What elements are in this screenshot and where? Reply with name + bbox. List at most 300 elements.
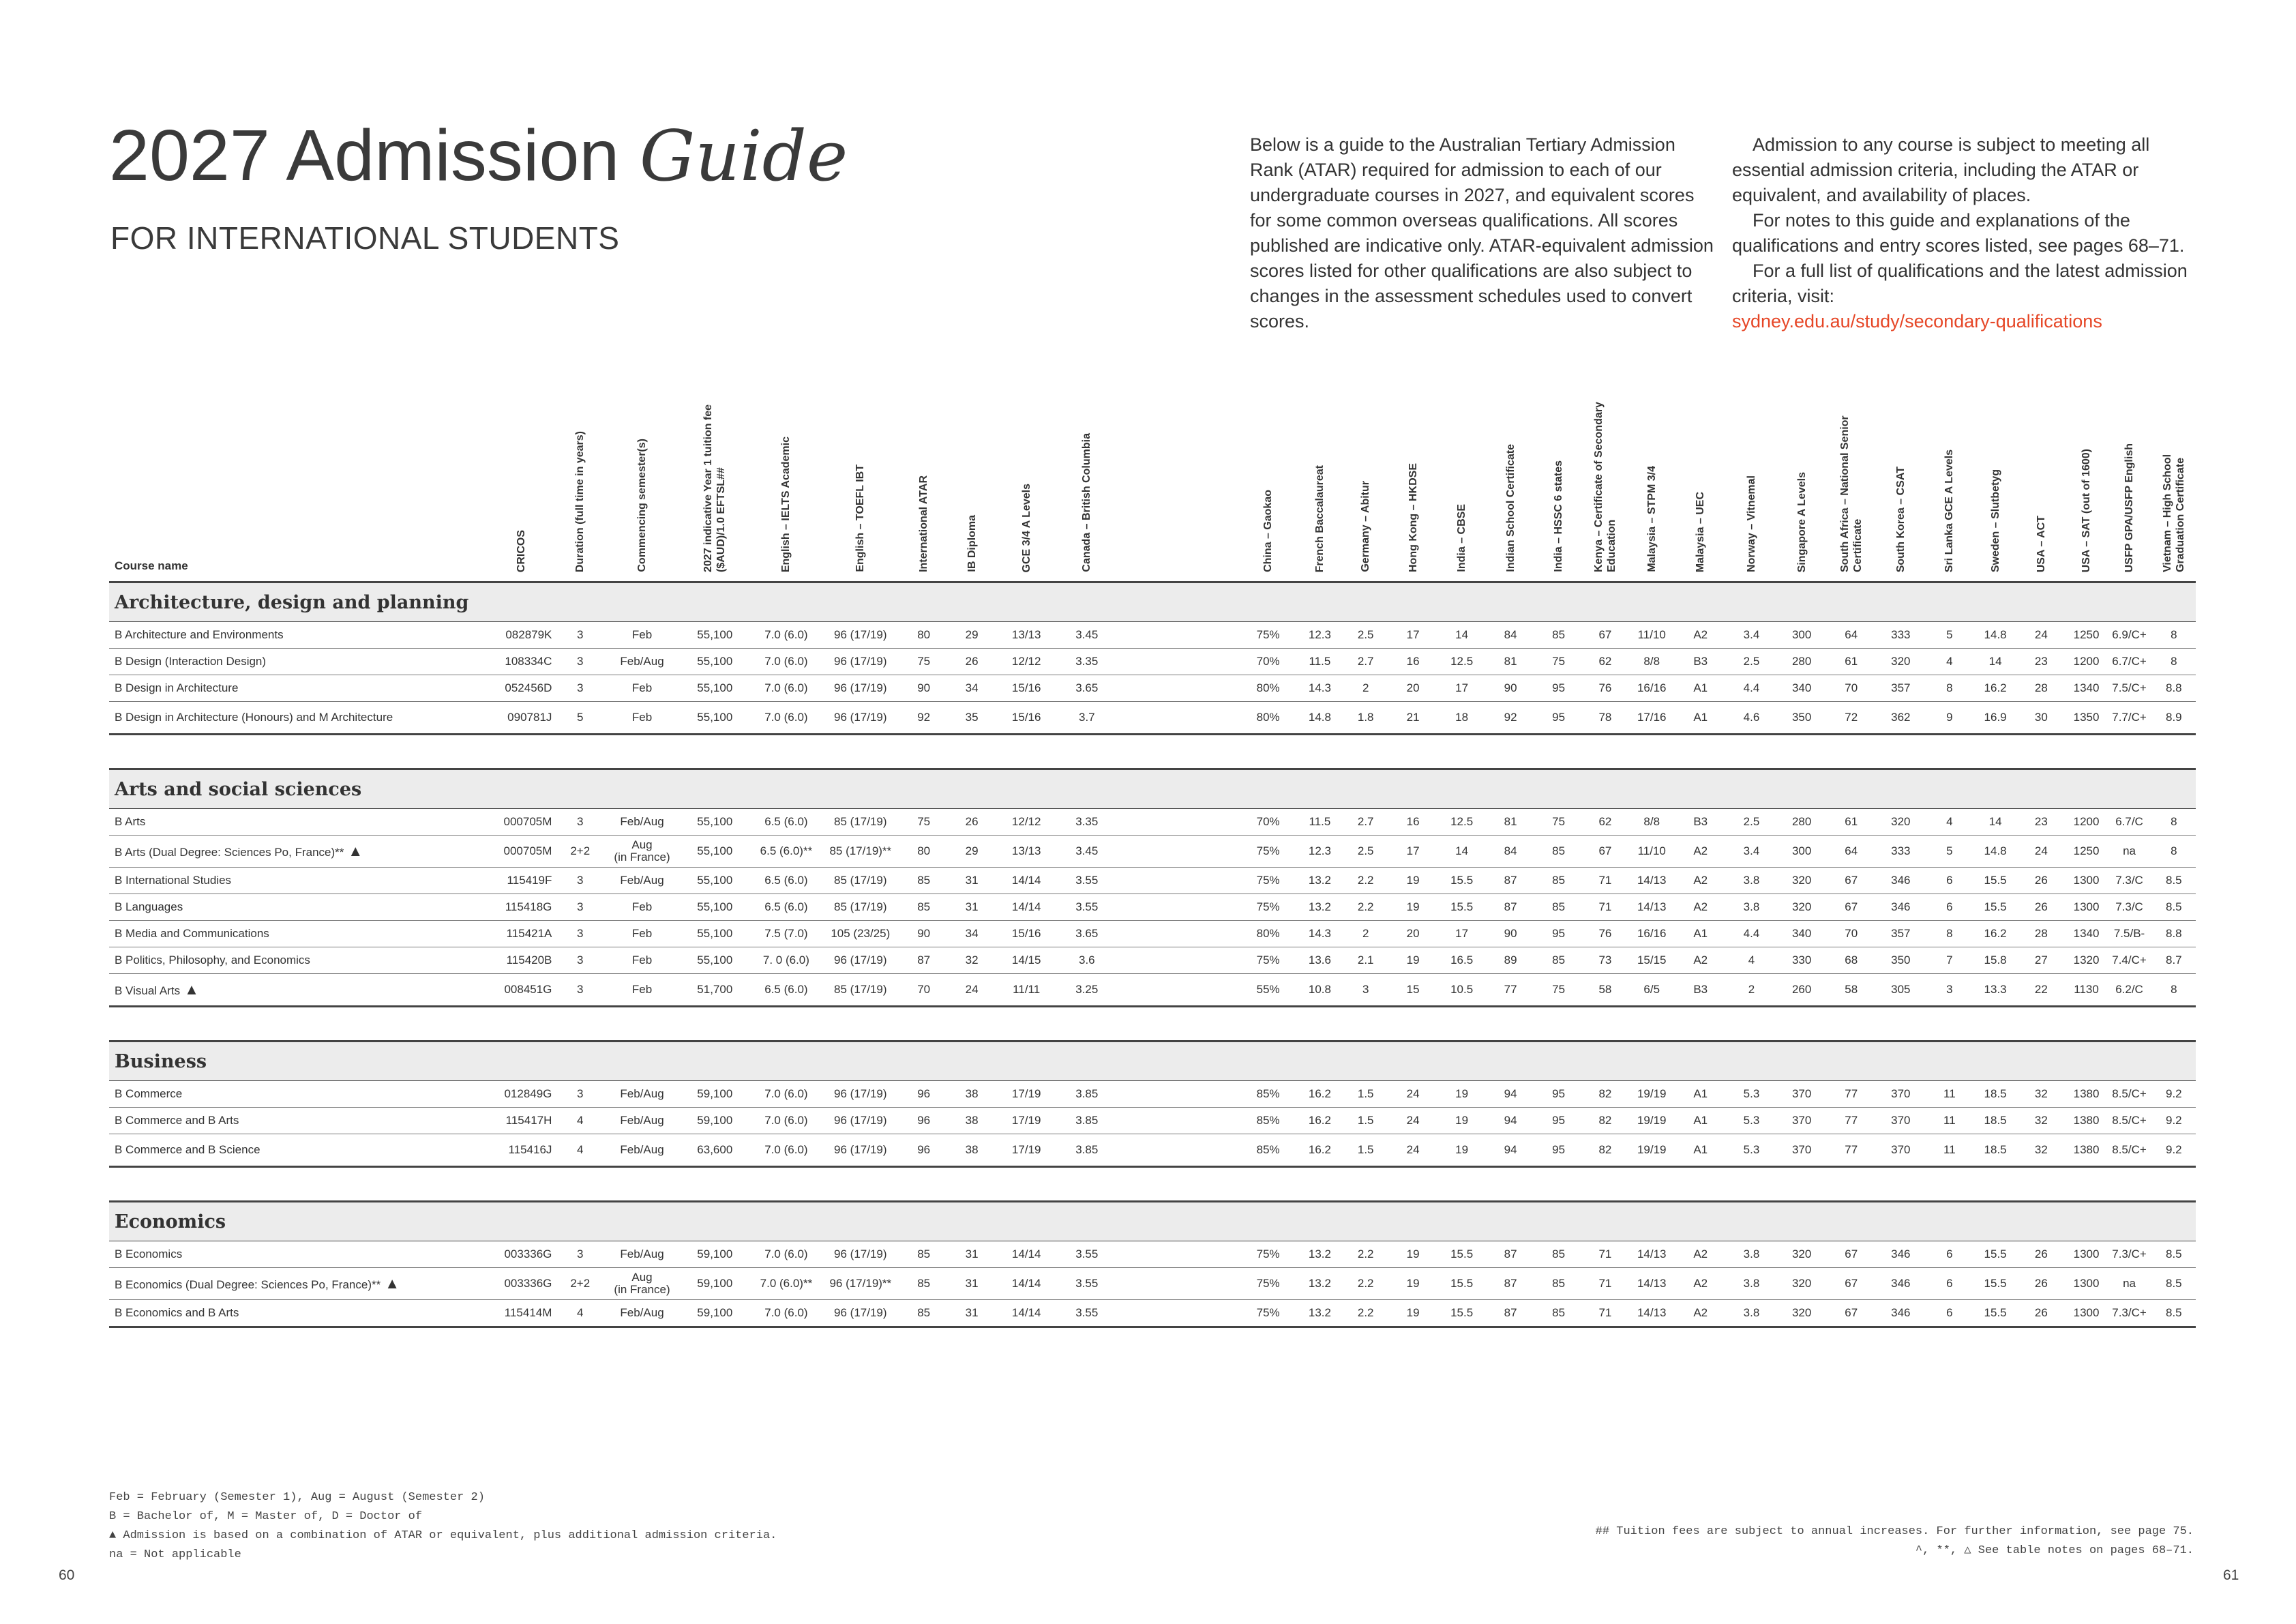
cell-value: 14/13 (1637, 874, 1667, 887)
value-cell (2016, 809, 2066, 836)
value-cell (1725, 622, 1778, 649)
value-cell (1389, 1134, 1437, 1167)
value-cell (1534, 702, 1582, 735)
value-cell (1487, 1134, 1534, 1167)
value-cell (2106, 836, 2151, 868)
cell-value: 85 (1552, 954, 1566, 966)
column-header-label: 2027 indicative Year 1 tuition fee ($AUD)/1.0 EFTSL## (702, 404, 728, 572)
value-cell (1974, 675, 2016, 702)
cell-value: 105 (23/25) (831, 927, 891, 940)
value-cell (488, 1108, 554, 1134)
cell-value: 8.8 (2165, 927, 2182, 940)
value-cell (1297, 1108, 1342, 1134)
value-cell (2152, 622, 2196, 649)
cell-value: 7.4/C+ (2112, 954, 2147, 966)
value-cell (2016, 1134, 2066, 1167)
value-cell (821, 1134, 899, 1167)
value-cell (2106, 1241, 2151, 1268)
cell-value: 5 (1946, 628, 1953, 641)
cell-value: 61 (1845, 655, 1858, 668)
cell-value: 16.2 (1984, 681, 2007, 694)
intro-right-p2: For notes to this guide and explanations of the qualifications and entry scores listed, see pages 68–71. (1732, 210, 2185, 256)
value-cell (1675, 894, 1725, 921)
table-row (109, 1108, 2196, 1134)
cell-value: 000705M (503, 815, 552, 828)
value-cell (996, 1300, 1057, 1327)
table-row (109, 675, 2196, 702)
value-cell (1778, 649, 1825, 675)
course-name: B Media and Communications (115, 927, 269, 940)
value-cell (821, 947, 899, 974)
value-cell (899, 868, 947, 894)
cell-value: 26 (2034, 1306, 2048, 1319)
cell-value: 14/13 (1637, 900, 1667, 913)
value-cell (751, 1300, 821, 1327)
gap-cell (1117, 1108, 1239, 1134)
value-cell (1239, 1241, 1297, 1268)
cell-value: 24 (2034, 628, 2048, 641)
cell-value: Feb (631, 711, 653, 724)
cell-value: 80 (917, 844, 931, 857)
value-cell (2152, 1241, 2196, 1268)
table-row (109, 1268, 2196, 1300)
value-cell (1628, 1268, 1675, 1300)
column-header (1825, 368, 1877, 582)
value-cell (2016, 836, 2066, 868)
cell-value: 10.8 (1308, 983, 1331, 996)
cell-value: 8 (1946, 927, 1953, 940)
column-header-label: Indian School Certificate (1504, 444, 1517, 572)
cell-value: 70 (1845, 927, 1858, 940)
cell-value: 90 (1504, 927, 1517, 940)
value-cell (606, 921, 679, 947)
value-cell (1343, 947, 1389, 974)
value-cell (899, 622, 947, 649)
cell-value: 3.55 (1075, 1277, 1099, 1290)
value-cell (1675, 675, 1725, 702)
cell-value: 7.0 (6.0) (764, 628, 808, 641)
cell-value: 1300 (2073, 1247, 2100, 1260)
cell-value: 8.5/C+ (2112, 1087, 2147, 1100)
cell-value: 85 (1552, 1306, 1566, 1319)
cell-value: 24 (1406, 1143, 1420, 1156)
value-cell (1297, 1134, 1342, 1167)
cell-value: 1200 (2073, 655, 2100, 668)
cell-value: 1300 (2073, 874, 2100, 887)
value-cell (679, 1268, 751, 1300)
value-cell (679, 836, 751, 868)
cell-value: 16.2 (1308, 1087, 1331, 1100)
course-name-cell (109, 1268, 488, 1300)
value-cell (1725, 702, 1778, 735)
column-header-label: International ATAR (918, 475, 930, 572)
value-cell (1877, 809, 1924, 836)
cell-value: 333 (1891, 844, 1911, 857)
value-cell (2152, 1081, 2196, 1108)
value-cell (554, 702, 606, 735)
value-cell (1343, 894, 1389, 921)
cell-value: A2 (1693, 874, 1708, 887)
value-cell (1239, 622, 1297, 649)
column-header-label: USA – SAT (out of 1600) (2081, 448, 2093, 572)
section-header-row (109, 582, 2196, 622)
cell-value: 3.8 (1743, 1247, 1760, 1260)
qualifications-link[interactable]: sydney.edu.au/study/secondary-qualifications (1732, 311, 2102, 331)
value-cell (2152, 1108, 2196, 1134)
cell-value: Feb/Aug (620, 1306, 664, 1319)
cell-value: 13.2 (1308, 1277, 1331, 1290)
cell-value: 82 (1598, 1143, 1612, 1156)
value-cell (1974, 921, 2016, 947)
cell-value: 31 (965, 1247, 979, 1260)
cell-value: 19 (1455, 1087, 1469, 1100)
cell-value: 2.2 (1357, 1247, 1374, 1260)
value-cell (1534, 1241, 1582, 1268)
cell-value: 333 (1891, 628, 1911, 641)
value-cell (1974, 1268, 2016, 1300)
value-cell (1778, 1134, 1825, 1167)
value-cell (996, 1108, 1057, 1134)
cell-value: 3.6 (1078, 954, 1095, 966)
cell-value: 24 (965, 983, 979, 996)
course-name: B Design (Interaction Design) (115, 655, 267, 668)
value-cell (606, 1081, 679, 1108)
cell-value: 67 (1845, 900, 1858, 913)
value-cell (751, 809, 821, 836)
cell-value: 85% (1256, 1114, 1280, 1127)
value-cell (679, 921, 751, 947)
value-cell (821, 974, 899, 1007)
column-header-label: Hong Kong – HKDSE (1407, 463, 1419, 572)
cell-value: 32 (965, 954, 979, 966)
cell-value: 14 (1455, 844, 1469, 857)
cell-value: 3 (577, 983, 584, 996)
cell-value: B3 (1693, 983, 1708, 996)
value-cell (1925, 1268, 1975, 1300)
cell-value: 370 (1891, 1087, 1911, 1100)
course-name-cell (109, 1134, 488, 1167)
cell-value: 96 (17/19) (834, 954, 887, 966)
value-cell (1239, 921, 1297, 947)
value-cell (1583, 1134, 1628, 1167)
value-cell (1057, 809, 1117, 836)
cell-value: 13.2 (1308, 1247, 1331, 1260)
column-header (1343, 368, 1389, 582)
cell-value: A2 (1693, 628, 1708, 641)
value-cell (2016, 1268, 2066, 1300)
value-cell (1239, 1081, 1297, 1108)
cell-value: 78 (1598, 711, 1612, 724)
value-cell (1725, 868, 1778, 894)
value-cell (1437, 1268, 1487, 1300)
value-cell (1825, 868, 1877, 894)
cell-value: 16/16 (1637, 927, 1667, 940)
cell-value: 92 (1504, 711, 1517, 724)
value-cell (2016, 947, 2066, 974)
cell-value: 85% (1256, 1087, 1280, 1100)
cell-value: 6 (1946, 874, 1953, 887)
cell-value: 17 (1406, 844, 1420, 857)
value-cell (488, 649, 554, 675)
value-cell (1825, 1134, 1877, 1167)
cell-value: 14 (1988, 815, 2002, 828)
cell-value: 3 (577, 954, 584, 966)
value-cell (2152, 1268, 2196, 1300)
footnote-semesters: Feb = February (Semester 1), Aug = August (Semester 2) (109, 1491, 485, 1504)
column-header-label: Sweden – Slutbetyg (1989, 469, 2001, 572)
gap-cell (1117, 1134, 1239, 1167)
value-cell (948, 809, 996, 836)
table-row (109, 702, 2196, 735)
value-cell (554, 1300, 606, 1327)
column-header-label: English – IELTS Academic (780, 436, 792, 572)
value-cell (2152, 1134, 2196, 1167)
cell-value: 6 (1946, 900, 1953, 913)
cell-value: 87 (917, 954, 931, 966)
cell-value: Feb (631, 628, 653, 641)
cell-value: 31 (965, 1306, 979, 1319)
value-cell (948, 1134, 996, 1167)
value-cell (1925, 622, 1975, 649)
column-header (2066, 368, 2107, 582)
value-cell (996, 868, 1057, 894)
value-cell (996, 649, 1057, 675)
cell-value: 12.5 (1450, 815, 1474, 828)
value-cell (1825, 921, 1877, 947)
cell-value: 1320 (2073, 954, 2100, 966)
value-cell (1675, 1081, 1725, 1108)
value-cell (996, 1134, 1057, 1167)
column-header-label: Vietnam – High School Graduation Certificate (2161, 454, 2186, 572)
value-cell (1343, 622, 1389, 649)
value-cell (1437, 974, 1487, 1007)
value-cell (1297, 1081, 1342, 1108)
cell-value: Feb/Aug (620, 655, 664, 668)
value-cell (821, 675, 899, 702)
cell-value: 71 (1598, 1247, 1612, 1260)
course-name-cell (109, 868, 488, 894)
value-cell (1057, 947, 1117, 974)
cell-value: 14.3 (1308, 927, 1331, 940)
cell-value: A2 (1693, 954, 1708, 966)
cell-value: 18.5 (1984, 1087, 2007, 1100)
cell-value: 96 (17/19) (834, 1143, 887, 1156)
value-cell (1628, 868, 1675, 894)
value-cell (2152, 675, 2196, 702)
cell-value: 3 (577, 681, 584, 694)
value-cell (899, 1268, 947, 1300)
course-name: B Visual Arts (115, 984, 181, 997)
title-italic: Guide (639, 116, 848, 197)
column-header-label: India – HSSC 6 states (1553, 460, 1565, 572)
cell-value: 87 (1504, 1277, 1517, 1290)
cell-value: B3 (1693, 815, 1708, 828)
cell-value: 6.5 (6.0)** (760, 844, 813, 857)
value-cell (2152, 947, 2196, 974)
cell-value: 55,100 (697, 954, 733, 966)
value-cell (751, 675, 821, 702)
value-cell (899, 1300, 947, 1327)
course-name: B Politics, Philosophy, and Economics (115, 954, 310, 966)
cell-value: 15.5 (1984, 1277, 2007, 1290)
cell-value: 90 (1504, 681, 1517, 694)
cell-value: 7.3/C (2115, 900, 2143, 913)
value-cell (554, 836, 606, 868)
value-cell (1925, 921, 1975, 947)
value-cell (554, 947, 606, 974)
value-cell (1437, 921, 1487, 947)
value-cell (1628, 1108, 1675, 1134)
value-cell (1343, 1134, 1389, 1167)
cell-value: 55,100 (697, 874, 733, 887)
cell-value: Feb/Aug (620, 1087, 664, 1100)
cell-value: 55,100 (697, 815, 733, 828)
cell-value: 6.5 (6.0) (764, 874, 808, 887)
gap-cell (1117, 1081, 1239, 1108)
column-header-label: Germany – Abitur (1360, 481, 1372, 572)
cell-value: 2.2 (1357, 1277, 1374, 1290)
cell-value: 71 (1598, 874, 1612, 887)
column-header-label: USA – ACT (2035, 515, 2047, 572)
cell-value: 77 (1504, 983, 1517, 996)
cell-value: A1 (1693, 1087, 1708, 1100)
page-subtitle: FOR INTERNATIONAL STUDENTS (110, 220, 620, 256)
value-cell (1057, 649, 1117, 675)
value-cell (1487, 868, 1534, 894)
value-cell (2016, 868, 2066, 894)
cell-value: 55,100 (697, 655, 733, 668)
admission-table-wrap (109, 368, 2196, 1328)
value-cell (488, 1241, 554, 1268)
value-cell (1297, 921, 1342, 947)
value-cell (2016, 1241, 2066, 1268)
value-cell (554, 1241, 606, 1268)
cell-value: 14/14 (1011, 1306, 1041, 1319)
cell-value: 15.5 (1984, 900, 2007, 913)
value-cell (1925, 1108, 1975, 1134)
value-cell (1825, 622, 1877, 649)
cell-value: 1.8 (1357, 711, 1374, 724)
value-cell (1343, 974, 1389, 1007)
value-cell (606, 1268, 679, 1300)
cell-value: 84 (1504, 844, 1517, 857)
column-header (1725, 368, 1778, 582)
column-header-label: Duration (full time in years) (574, 430, 586, 572)
course-name-header: Course name (109, 368, 488, 582)
triangle-icon: ▲ (348, 842, 363, 859)
cell-value: 67 (1845, 874, 1858, 887)
value-cell (2016, 974, 2066, 1007)
value-cell (948, 702, 996, 735)
value-cell (821, 894, 899, 921)
cell-value: 3.4 (1743, 628, 1760, 641)
cell-value: A2 (1693, 844, 1708, 857)
value-cell (948, 868, 996, 894)
cell-value: 4.6 (1743, 711, 1760, 724)
cell-value: 96 (17/19) (834, 1247, 887, 1260)
value-cell (2016, 622, 2066, 649)
cell-value: 8.5 (2165, 900, 2182, 913)
cell-value: 9.2 (2165, 1143, 2182, 1156)
spacer-cell (109, 1007, 2196, 1042)
cell-value: 85% (1256, 1143, 1280, 1156)
value-cell (1825, 1081, 1877, 1108)
cell-value: 14/14 (1011, 874, 1041, 887)
value-cell (1628, 649, 1675, 675)
section-header-row (109, 1202, 2196, 1241)
cell-value: Feb (631, 900, 653, 913)
column-header (554, 368, 606, 582)
cell-value: 12/12 (1011, 815, 1041, 828)
cell-value: 7.5/C+ (2112, 681, 2147, 694)
cell-value: 15.5 (1450, 874, 1474, 887)
cell-value: 26 (965, 815, 979, 828)
value-cell (1239, 675, 1297, 702)
column-header-label: Sri Lanka GCE A Levels (1943, 449, 1956, 572)
value-cell (1825, 1300, 1877, 1327)
value-cell (1778, 702, 1825, 735)
cell-value: A2 (1693, 1247, 1708, 1260)
course-name: B Commerce and B Science (115, 1143, 260, 1156)
cell-value: 29 (965, 844, 979, 857)
cell-value: 96 (917, 1143, 931, 1156)
cell-value: 8.7 (2165, 954, 2182, 966)
value-cell (2106, 894, 2151, 921)
cell-value: 68 (1845, 954, 1858, 966)
course-name-cell (109, 1081, 488, 1108)
cell-value: 62 (1598, 655, 1612, 668)
value-cell (1343, 1268, 1389, 1300)
value-cell (821, 1300, 899, 1327)
cell-value: 82 (1598, 1087, 1612, 1100)
value-cell (1725, 1241, 1778, 1268)
value-cell (1583, 894, 1628, 921)
value-cell (1437, 1300, 1487, 1327)
cell-value: 96 (17/19) (834, 655, 887, 668)
value-cell (1628, 1134, 1675, 1167)
value-cell (679, 1241, 751, 1268)
cell-value: 012849G (504, 1087, 552, 1100)
value-cell (1534, 675, 1582, 702)
column-header (2152, 368, 2196, 582)
cell-value: 8 (1946, 681, 1953, 694)
cell-value: 8 (2171, 655, 2177, 668)
cell-value: 55,100 (697, 900, 733, 913)
value-cell (1534, 1268, 1582, 1300)
cell-value: 70 (1845, 681, 1858, 694)
column-header (1437, 368, 1487, 582)
value-cell (751, 836, 821, 868)
cell-value: 8.8 (2165, 681, 2182, 694)
value-cell (679, 1134, 751, 1167)
cell-value: 11/10 (1637, 844, 1666, 857)
value-cell (1057, 1081, 1117, 1108)
column-header-label: Kenya – Certificate of Secondary Education (1592, 402, 1617, 572)
cell-value: 7.0 (6.0) (764, 1114, 808, 1127)
cell-value: 7.3/C (2115, 874, 2143, 887)
value-cell (1925, 1241, 1975, 1268)
cell-value: 357 (1891, 927, 1911, 940)
value-cell (996, 894, 1057, 921)
cell-value: 6/5 (1643, 983, 1660, 996)
cell-value: 15.5 (1450, 900, 1474, 913)
value-cell (821, 921, 899, 947)
gap-cell (1117, 868, 1239, 894)
cell-value: 000705M (503, 844, 552, 857)
cell-value: 71 (1598, 1277, 1612, 1290)
value-cell (1974, 947, 2016, 974)
cell-value: 15.5 (1984, 1306, 2007, 1319)
